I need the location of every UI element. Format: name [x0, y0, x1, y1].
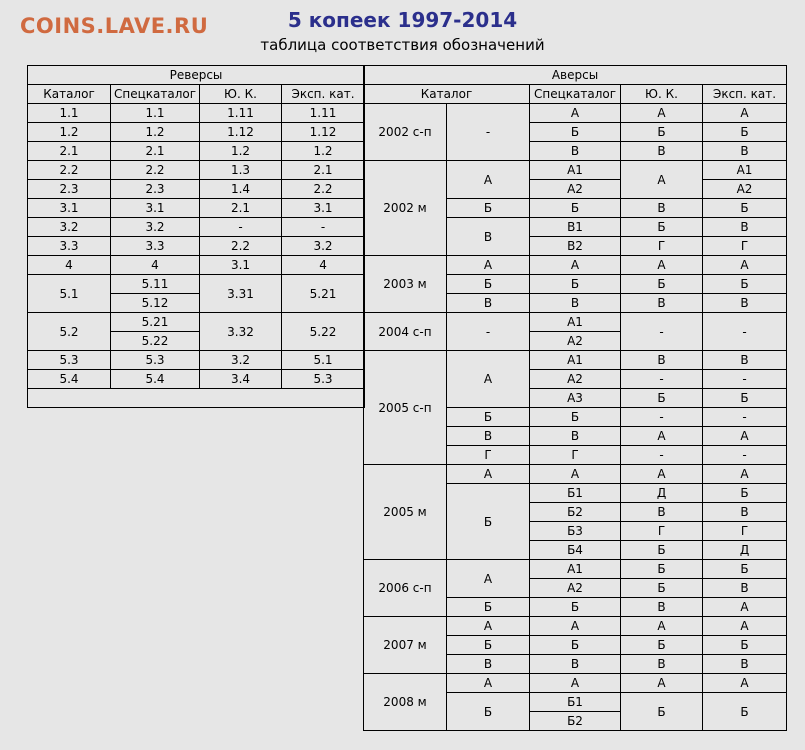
- speccatalog-cell: В2: [530, 237, 621, 256]
- exp-cell: 1.12: [282, 123, 365, 142]
- yuk-cell: -: [621, 370, 703, 389]
- table-row: [28, 104, 365, 123]
- yuk-cell: В: [621, 294, 703, 313]
- table-row: [28, 370, 365, 389]
- speccatalog-cell: Б: [530, 598, 621, 617]
- catalog-cell: В: [447, 294, 530, 313]
- table-caption: Реверсы: [28, 66, 365, 85]
- yuk-cell: А: [621, 427, 703, 446]
- yuk-cell: -: [621, 446, 703, 465]
- speccatalog-cell: 5.12: [111, 294, 200, 313]
- catalog-cell: -: [447, 104, 530, 161]
- catalog-cell: А: [447, 674, 530, 693]
- exp-cell: Б: [703, 693, 787, 731]
- catalog-cell: 3.2: [28, 218, 111, 237]
- yuk-cell: Б: [621, 275, 703, 294]
- year-mint-cell: 2002 м: [364, 161, 447, 256]
- speccatalog-cell: А: [530, 104, 621, 123]
- speccatalog-cell: 5.22: [111, 332, 200, 351]
- yuk-cell: 3.1: [200, 256, 282, 275]
- speccatalog-cell: В: [530, 427, 621, 446]
- averses-table: [363, 65, 787, 731]
- speccatalog-cell: 2.3: [111, 180, 200, 199]
- yuk-cell: А: [621, 674, 703, 693]
- exp-cell: Б: [703, 275, 787, 294]
- year-mint-cell: 2008 м: [364, 674, 447, 731]
- yuk-cell: 2.2: [200, 237, 282, 256]
- yuk-cell: 3.4: [200, 370, 282, 389]
- yuk-cell: В: [621, 598, 703, 617]
- table-row: [28, 275, 365, 294]
- yuk-cell: 3.2: [200, 351, 282, 370]
- yuk-cell: Б: [621, 579, 703, 598]
- catalog-cell: 5.4: [28, 370, 111, 389]
- catalog-cell: В: [447, 427, 530, 446]
- table-caption: Аверсы: [364, 66, 787, 85]
- speccatalog-cell: 5.21: [111, 313, 200, 332]
- exp-cell: Д: [703, 541, 787, 560]
- catalog-cell: -: [447, 313, 530, 351]
- exp-cell: А: [703, 104, 787, 123]
- speccatalog-cell: В: [530, 142, 621, 161]
- year-mint-cell: 2007 м: [364, 617, 447, 674]
- header-row: [28, 85, 365, 104]
- yuk-cell: -: [621, 313, 703, 351]
- empty-area: [28, 389, 365, 408]
- exp-cell: -: [703, 446, 787, 465]
- reverses-table: [27, 65, 365, 408]
- speccatalog-cell: 5.4: [111, 370, 200, 389]
- yuk-cell: А: [621, 617, 703, 636]
- year-mint-cell: 2005 м: [364, 465, 447, 560]
- exp-cell: 4: [282, 256, 365, 275]
- speccatalog-cell: 2.2: [111, 161, 200, 180]
- speccatalog-cell: А2: [530, 332, 621, 351]
- exp-cell: В: [703, 142, 787, 161]
- speccatalog-cell: Б: [530, 123, 621, 142]
- exp-cell: Б: [703, 123, 787, 142]
- exp-cell: А2: [703, 180, 787, 199]
- exp-cell: Б: [703, 560, 787, 579]
- catalog-cell: Б: [447, 598, 530, 617]
- exp-cell: 5.1: [282, 351, 365, 370]
- table-row: [28, 199, 365, 218]
- yuk-cell: Д: [621, 484, 703, 503]
- yuk-cell: А: [621, 465, 703, 484]
- exp-cell: 5.3: [282, 370, 365, 389]
- exp-cell: А: [703, 256, 787, 275]
- catalog-cell: 2.1: [28, 142, 111, 161]
- speccatalog-cell: А2: [530, 370, 621, 389]
- exp-cell: 5.22: [282, 313, 365, 351]
- catalog-cell: А: [447, 161, 530, 199]
- exp-cell: Б: [703, 484, 787, 503]
- yuk-cell: -: [200, 218, 282, 237]
- speccatalog-cell: А1: [530, 560, 621, 579]
- table-row: [364, 313, 787, 332]
- exp-cell: -: [703, 370, 787, 389]
- exp-cell: Б: [703, 389, 787, 408]
- exp-cell: В: [703, 294, 787, 313]
- catalog-cell: 2.2: [28, 161, 111, 180]
- catalog-cell: 2.3: [28, 180, 111, 199]
- yuk-cell: Б: [621, 693, 703, 731]
- catalog-cell: 1.1: [28, 104, 111, 123]
- speccatalog-cell: А1: [530, 351, 621, 370]
- year-mint-cell: 2002 с-п: [364, 104, 447, 161]
- exp-cell: В: [703, 503, 787, 522]
- speccatalog-cell: А2: [530, 579, 621, 598]
- table-row: [28, 237, 365, 256]
- speccatalog-cell: Г: [530, 446, 621, 465]
- speccatalog-cell: Б: [530, 636, 621, 655]
- column-header: Спецкаталог: [530, 85, 621, 104]
- table-row: [364, 465, 787, 484]
- speccatalog-cell: 4: [111, 256, 200, 275]
- table-row: [364, 104, 787, 123]
- catalog-cell: Г: [447, 446, 530, 465]
- speccatalog-cell: Б2: [530, 503, 621, 522]
- yuk-cell: Б: [621, 541, 703, 560]
- catalog-cell: А: [447, 560, 530, 598]
- speccatalog-cell: 5.3: [111, 351, 200, 370]
- catalog-cell: В: [447, 655, 530, 674]
- speccatalog-cell: А: [530, 465, 621, 484]
- yuk-cell: 1.3: [200, 161, 282, 180]
- year-mint-cell: 2004 с-п: [364, 313, 447, 351]
- exp-cell: В: [703, 351, 787, 370]
- yuk-cell: 2.1: [200, 199, 282, 218]
- speccatalog-cell: А2: [530, 180, 621, 199]
- speccatalog-cell: Б: [530, 199, 621, 218]
- catalog-cell: 1.2: [28, 123, 111, 142]
- yuk-cell: В: [621, 142, 703, 161]
- catalog-cell: 3.3: [28, 237, 111, 256]
- yuk-cell: Б: [621, 560, 703, 579]
- column-header: Каталог: [28, 85, 111, 104]
- exp-cell: Б: [703, 636, 787, 655]
- catalog-cell: А: [447, 256, 530, 275]
- header-row: [364, 85, 787, 104]
- speccatalog-cell: 1.2: [111, 123, 200, 142]
- exp-cell: Г: [703, 522, 787, 541]
- exp-cell: Б: [703, 199, 787, 218]
- catalog-cell: Б: [447, 408, 530, 427]
- exp-cell: 3.1: [282, 199, 365, 218]
- table-row: [28, 142, 365, 161]
- exp-cell: В: [703, 655, 787, 674]
- yuk-cell: 1.12: [200, 123, 282, 142]
- catalog-cell: 5.1: [28, 275, 111, 313]
- speccatalog-cell: А: [530, 617, 621, 636]
- speccatalog-cell: В: [530, 655, 621, 674]
- exp-cell: -: [703, 408, 787, 427]
- table-row: [28, 180, 365, 199]
- yuk-cell: Б: [621, 389, 703, 408]
- exp-cell: 2.1: [282, 161, 365, 180]
- caption-row: [28, 66, 365, 85]
- speccatalog-cell: Б4: [530, 541, 621, 560]
- speccatalog-cell: Б2: [530, 712, 621, 731]
- yuk-cell: Г: [621, 237, 703, 256]
- table-row: [28, 351, 365, 370]
- caption-row: [364, 66, 787, 85]
- exp-cell: 1.2: [282, 142, 365, 161]
- exp-cell: 2.2: [282, 180, 365, 199]
- table-row: [364, 161, 787, 180]
- speccatalog-cell: В1: [530, 218, 621, 237]
- year-mint-cell: 2005 с-п: [364, 351, 447, 465]
- exp-cell: А: [703, 427, 787, 446]
- table-row: [28, 161, 365, 180]
- exp-cell: -: [282, 218, 365, 237]
- exp-cell: А1: [703, 161, 787, 180]
- column-header: Каталог: [364, 85, 530, 104]
- yuk-cell: 1.4: [200, 180, 282, 199]
- speccatalog-cell: А1: [530, 161, 621, 180]
- column-header: Ю. К.: [621, 85, 703, 104]
- catalog-cell: Б: [447, 636, 530, 655]
- speccatalog-cell: 1.1: [111, 104, 200, 123]
- yuk-cell: Г: [621, 522, 703, 541]
- page-subtitle: таблица соответствия обозначений: [260, 36, 545, 54]
- exp-cell: В: [703, 579, 787, 598]
- catalog-cell: А: [447, 617, 530, 636]
- exp-cell: 5.21: [282, 275, 365, 313]
- catalog-cell: Б: [447, 693, 530, 731]
- speccatalog-cell: Б1: [530, 693, 621, 712]
- catalog-cell: В: [447, 218, 530, 256]
- table-row: [28, 256, 365, 275]
- table-row: [364, 617, 787, 636]
- table-row: [364, 560, 787, 579]
- yuk-cell: 1.11: [200, 104, 282, 123]
- speccatalog-cell: 3.1: [111, 199, 200, 218]
- speccatalog-cell: Б: [530, 275, 621, 294]
- speccatalog-cell: А3: [530, 389, 621, 408]
- yuk-cell: -: [621, 408, 703, 427]
- speccatalog-cell: 3.3: [111, 237, 200, 256]
- exp-cell: А: [703, 465, 787, 484]
- table-row: [28, 123, 365, 142]
- speccatalog-cell: А: [530, 674, 621, 693]
- speccatalog-cell: В: [530, 294, 621, 313]
- year-mint-cell: 2003 м: [364, 256, 447, 313]
- catalog-cell: Б: [447, 275, 530, 294]
- site-logo[interactable]: COINS.LAVE.RU: [20, 14, 209, 38]
- catalog-cell: 4: [28, 256, 111, 275]
- catalog-cell: Б: [447, 199, 530, 218]
- yuk-cell: 1.2: [200, 142, 282, 161]
- speccatalog-cell: А: [530, 256, 621, 275]
- yuk-cell: 3.32: [200, 313, 282, 351]
- speccatalog-cell: А1: [530, 313, 621, 332]
- exp-cell: А: [703, 617, 787, 636]
- speccatalog-cell: 5.11: [111, 275, 200, 294]
- exp-cell: 3.2: [282, 237, 365, 256]
- catalog-cell: Б: [447, 484, 530, 560]
- yuk-cell: А: [621, 256, 703, 275]
- yuk-cell: В: [621, 655, 703, 674]
- table-row: [364, 256, 787, 275]
- speccatalog-cell: Б: [530, 408, 621, 427]
- year-mint-cell: 2006 с-п: [364, 560, 447, 617]
- exp-cell: -: [703, 313, 787, 351]
- exp-cell: А: [703, 598, 787, 617]
- column-header: Эксп. кат.: [282, 85, 365, 104]
- table-row: [28, 313, 365, 332]
- speccatalog-cell: Б3: [530, 522, 621, 541]
- yuk-cell: А: [621, 161, 703, 199]
- exp-cell: Г: [703, 237, 787, 256]
- column-header: Эксп. кат.: [703, 85, 787, 104]
- column-header: Спецкаталог: [111, 85, 200, 104]
- yuk-cell: В: [621, 351, 703, 370]
- yuk-cell: Б: [621, 218, 703, 237]
- column-header: Ю. К.: [200, 85, 282, 104]
- yuk-cell: А: [621, 104, 703, 123]
- page-title: 5 копеек 1997-2014: [287, 8, 518, 32]
- speccatalog-cell: 2.1: [111, 142, 200, 161]
- exp-cell: В: [703, 218, 787, 237]
- yuk-cell: 3.31: [200, 275, 282, 313]
- table-row: [28, 218, 365, 237]
- yuk-cell: В: [621, 199, 703, 218]
- catalog-cell: 3.1: [28, 199, 111, 218]
- catalog-cell: 5.2: [28, 313, 111, 351]
- table-row: [364, 674, 787, 693]
- yuk-cell: Б: [621, 636, 703, 655]
- catalog-cell: А: [447, 465, 530, 484]
- yuk-cell: В: [621, 503, 703, 522]
- speccatalog-cell: Б1: [530, 484, 621, 503]
- exp-cell: 1.11: [282, 104, 365, 123]
- exp-cell: А: [703, 674, 787, 693]
- speccatalog-cell: 3.2: [111, 218, 200, 237]
- yuk-cell: Б: [621, 123, 703, 142]
- table-row: [364, 351, 787, 370]
- catalog-cell: 5.3: [28, 351, 111, 370]
- catalog-cell: А: [447, 351, 530, 408]
